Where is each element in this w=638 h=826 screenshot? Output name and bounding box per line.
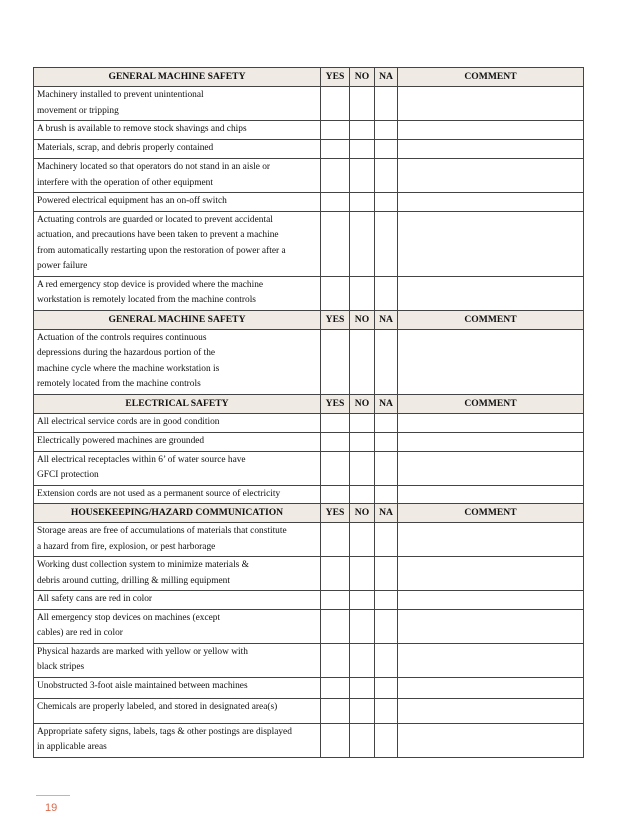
na-cell[interactable] [375,643,398,677]
yes-cell[interactable] [321,140,350,159]
comment-column-header: COMMENT [398,504,584,523]
checklist-row [34,87,584,121]
checklist-item-text: Machinery installed to prevent unintentional movement or tripping [37,90,204,116]
checklist-item-text: Actuation of the controls requires continuous depressions during the hazardous portion of the machine cycle where the machine workstation is remotely located from the machine controls [37,332,220,389]
checklist-item-cell [34,211,321,276]
comment-cell[interactable] [398,276,584,310]
checklist-item-text: All electrical receptacles within 6’ of water source have GFCI protection [37,454,246,480]
checklist-item-text: Machinery located so that operators do not stand in an aisle or interfere with the operation of other equipment [37,162,271,188]
checklist-item-text: All safety cans are red in color [37,594,153,604]
checklist-item-text: Unobstructed 3-foot aisle maintained between machines [37,680,248,691]
no-cell[interactable] [350,485,375,504]
checklist-item-cell [34,413,321,432]
yes-cell[interactable] [321,413,350,432]
comment-cell[interactable] [398,451,584,485]
checklist-row [34,432,584,451]
checklist-item-text: Working dust collection system to minimize materials & debris around cutting, drilling & milling equipment [37,560,249,586]
checklist-item-text: Materials, scrap, and debris properly contained [37,143,214,153]
na-cell[interactable] [375,485,398,504]
checklist-item-text: Extension cords are not used as a permanent source of electricity [37,488,281,499]
checklist-row [34,211,584,276]
yes-cell[interactable] [321,121,350,140]
checklist-item-cell [34,485,321,504]
yes-cell[interactable] [321,87,350,121]
na-cell[interactable] [375,159,398,193]
na-cell[interactable] [375,557,398,591]
no-cell[interactable] [350,140,375,159]
yes-cell[interactable] [321,451,350,485]
yes-cell[interactable] [321,485,350,504]
yes-cell[interactable] [321,723,350,757]
checklist-item-text: All electrical service cords are in good condition [37,416,220,427]
checklist-item-cell [34,329,321,394]
checklist-item-cell [34,698,321,723]
section-title: HOUSEKEEPING/HAZARD COMMUNICATION [34,504,321,523]
checklist-row [34,677,584,698]
comment-cell[interactable] [398,121,584,140]
comment-cell[interactable] [398,159,584,193]
na-cell[interactable] [375,609,398,643]
checklist-item-text: Physical hazards are marked with yellow or yellow with black stripes [37,646,248,672]
comment-cell[interactable] [398,723,584,757]
no-cell[interactable] [350,677,375,698]
section-title: ELECTRICAL SAFETY [34,394,321,413]
comment-cell[interactable] [398,140,584,159]
section-header-row [34,394,584,413]
no-cell[interactable] [350,159,375,193]
comment-cell[interactable] [398,677,584,698]
checklist-item-cell [34,609,321,643]
comment-column-header: COMMENT [398,394,584,413]
page-number: 19 [45,802,58,814]
checklist-item-cell [34,723,321,757]
section-header-row [34,68,584,87]
checklist-row [34,193,584,212]
checklist-row [34,723,584,757]
checklist-item-cell [34,276,321,310]
yes-cell[interactable] [321,609,350,643]
no-cell[interactable] [350,557,375,591]
checklist-row [34,140,584,159]
checklist-row [34,698,584,723]
yes-cell[interactable] [321,211,350,276]
no-cell[interactable] [350,121,375,140]
comment-cell[interactable] [398,413,584,432]
no-column-header: NO [350,394,375,413]
checklist-row [34,329,584,394]
checklist-item-cell [34,159,321,193]
comment-cell[interactable] [398,432,584,451]
comment-cell[interactable] [398,609,584,643]
na-column-header: NA [375,310,398,329]
checklist-item-cell [34,87,321,121]
comment-cell[interactable] [398,329,584,394]
yes-cell[interactable] [321,329,350,394]
checklist-item-cell [34,121,321,140]
checklist-item-text: Storage areas are free of accumulations of materials that constitute a hazard from fire, explosion, or pest harborage [37,526,287,552]
checklist-item-text: A red emergency stop device is provided where the machine workstation is remotely located from the machine controls [37,279,264,305]
na-column-header: NA [375,504,398,523]
na-cell[interactable] [375,723,398,757]
comment-cell[interactable] [398,591,584,610]
no-cell[interactable] [350,609,375,643]
checklist-item-text: Powered electrical equipment has an on-off switch [37,196,227,206]
checklist-body [34,68,584,758]
checklist-row [34,159,584,193]
na-cell[interactable] [375,193,398,212]
yes-cell[interactable] [321,698,350,723]
na-cell[interactable] [375,276,398,310]
na-cell[interactable] [375,413,398,432]
na-cell[interactable] [375,698,398,723]
checklist-item-cell [34,557,321,591]
checklist-row [34,557,584,591]
checklist-row [34,485,584,504]
footer-rule [36,795,70,796]
yes-cell[interactable] [321,523,350,557]
no-cell[interactable] [350,643,375,677]
checklist-item-text: Actuating controls are guarded or located to prevent accidental actuation, and precautions have been taken to prevent a machine from automatically restarting upon the restoration of power after a power failure [37,214,286,271]
checklist-item-cell [34,643,321,677]
safety-checklist-table [33,67,584,758]
checklist-item-cell [34,451,321,485]
na-cell[interactable] [375,329,398,394]
checklist-item-text: Appropriate safety signs, labels, tags & other postings are displayed in applicable areas [37,726,292,752]
checklist-item-cell [34,591,321,610]
yes-cell[interactable] [321,276,350,310]
checklist-item-text: Chemicals are properly labeled, and stored in designated area(s) [37,701,278,712]
yes-cell[interactable] [321,591,350,610]
no-cell[interactable] [350,193,375,212]
checklist-item-cell [34,432,321,451]
no-cell[interactable] [350,432,375,451]
checklist-row [34,413,584,432]
checklist-item-cell [34,523,321,557]
comment-cell[interactable] [398,523,584,557]
no-column-header: NO [350,310,375,329]
section-title: GENERAL MACHINE SAFETY [34,310,321,329]
na-cell[interactable] [375,121,398,140]
no-column-header: NO [350,504,375,523]
yes-column-header: YES [321,504,350,523]
comment-cell[interactable] [398,87,584,121]
yes-cell[interactable] [321,557,350,591]
yes-column-header: YES [321,394,350,413]
na-column-header: NA [375,68,398,87]
comment-cell[interactable] [398,193,584,212]
checklist-item-text: All emergency stop devices on machines (except cables) are red in color [37,612,221,638]
no-cell[interactable] [350,451,375,485]
checklist-item-cell [34,677,321,698]
yes-cell[interactable] [321,193,350,212]
comment-cell[interactable] [398,643,584,677]
section-title: GENERAL MACHINE SAFETY [34,68,321,87]
na-cell[interactable] [375,211,398,276]
comment-cell[interactable] [398,485,584,504]
no-cell[interactable] [350,698,375,723]
no-cell[interactable] [350,723,375,757]
checklist-row [34,643,584,677]
section-header-row [34,504,584,523]
na-column-header: NA [375,394,398,413]
checklist-row [34,523,584,557]
no-cell[interactable] [350,591,375,610]
checklist-item-cell [34,140,321,159]
yes-column-header: YES [321,68,350,87]
no-cell[interactable] [350,329,375,394]
comment-column-header: COMMENT [398,68,584,87]
checklist-item-cell [34,193,321,212]
na-cell[interactable] [375,591,398,610]
section-header-row [34,310,584,329]
yes-cell[interactable] [321,643,350,677]
na-cell[interactable] [375,677,398,698]
na-cell[interactable] [375,523,398,557]
yes-column-header: YES [321,310,350,329]
na-cell[interactable] [375,432,398,451]
na-cell[interactable] [375,140,398,159]
checklist-row [34,276,584,310]
checklist-item-text: A brush is available to remove stock shavings and chips [37,124,247,134]
na-cell[interactable] [375,451,398,485]
no-cell[interactable] [350,87,375,121]
yes-cell[interactable] [321,432,350,451]
comment-cell[interactable] [398,557,584,591]
no-cell[interactable] [350,211,375,276]
no-column-header: NO [350,68,375,87]
checklist-row [34,591,584,610]
checklist-row [34,609,584,643]
comment-cell[interactable] [398,211,584,276]
yes-cell[interactable] [321,159,350,193]
checklist-row [34,451,584,485]
yes-cell[interactable] [321,677,350,698]
na-cell[interactable] [375,87,398,121]
no-cell[interactable] [350,276,375,310]
comment-cell[interactable] [398,698,584,723]
no-cell[interactable] [350,413,375,432]
checklist-item-text: Electrically powered machines are grounded [37,435,205,446]
checklist-row [34,121,584,140]
no-cell[interactable] [350,523,375,557]
comment-column-header: COMMENT [398,310,584,329]
